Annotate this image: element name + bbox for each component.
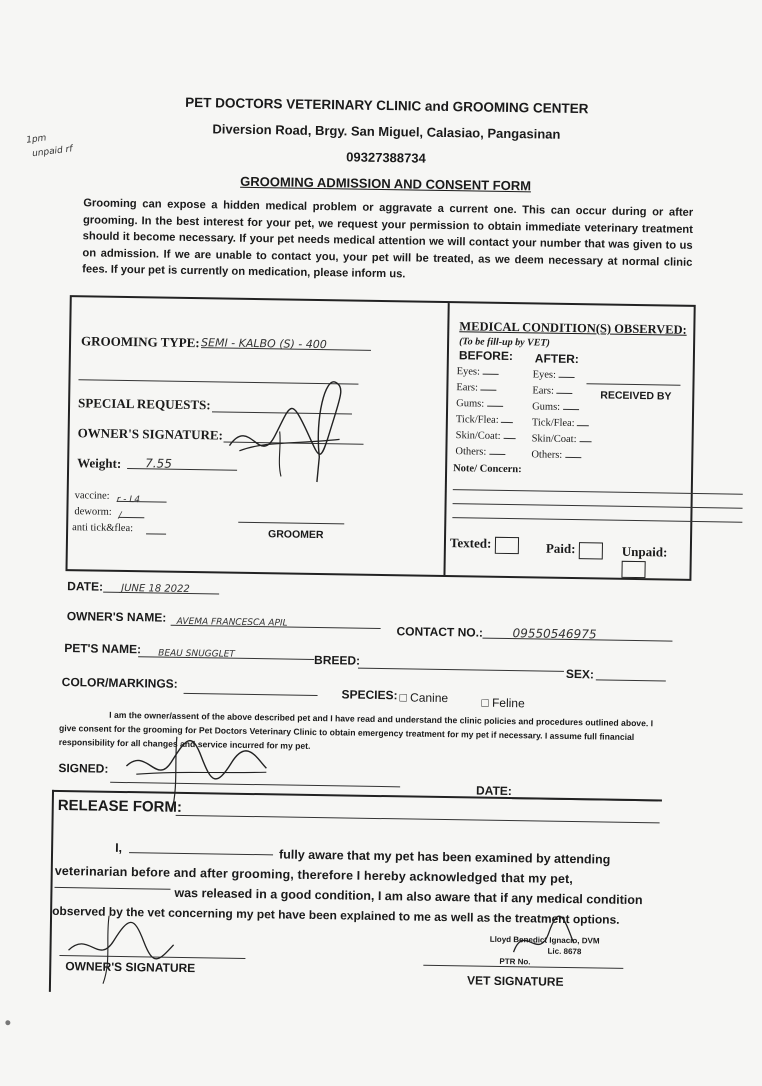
consent-paragraph: I am the owner/assent of the above described pet and I have read and understand the clinic policies and procedures outlined above. I give consent for the grooming for Pet Doctors Veterinary Clinic to obtain emergency treatment for my pet if necessary. I assume full financial responsibility for all changes and service incurred for my pet. [58, 709, 654, 751]
intro-paragraph: Grooming can expose a hidden medical problem or aggravate a current one. This can occur during or after grooming. In the best interest for your pet, we request your permission to obtain immediate veterinary treatment should it become necessary. If your pet needs medical attention we will contact your number that was given to us on admission. If we are unable to contact you, your pet will be treated, as we deem necessary at normal clinic fees. If your pet is currently on medication, please inform us. [82, 197, 694, 281]
after-item: Others: [531, 449, 611, 466]
before-item: Gums: [456, 398, 536, 415]
pet-name-field[interactable] [138, 642, 314, 660]
weight-label: Weight: [77, 455, 122, 471]
vet-sig-label: VET SIGNATURE [466, 973, 564, 989]
margin-note-2: unpaid rf [31, 144, 74, 160]
before-item: Tick/Flea: [456, 414, 536, 431]
grooming-type-label: GROOMING TYPE: [80, 333, 200, 351]
color-markings-field[interactable] [184, 679, 318, 696]
release-line-2: veterinarian before and after grooming, therefore I hereby acknowledged that my pet, [54, 863, 574, 887]
owner-name-label: OWNER'S NAME: [66, 609, 167, 625]
anti-tick-label: anti tick&flea: [72, 522, 134, 535]
signed-label: SIGNED: [58, 760, 109, 776]
release-name-field[interactable] [129, 838, 273, 855]
date2-label: DATE: [475, 783, 512, 799]
paid-checkbox[interactable] [579, 542, 603, 559]
sex-label: SEX: [565, 666, 595, 682]
release-line-1: fully aware that my pet has been examined by attending [278, 847, 611, 867]
texted-option[interactable]: Texted: [450, 535, 519, 554]
vaccine-value: r - L4 [116, 494, 141, 506]
after-label: AFTER: [534, 351, 579, 367]
vaccine-field[interactable] [116, 489, 167, 506]
groomer-label: GROOMER [267, 528, 324, 542]
release-title: RELEASE FORM: [57, 796, 183, 816]
after-item: Gums: [532, 401, 612, 418]
vaccine-label: vaccine: [74, 490, 110, 502]
unpaid-option[interactable]: Unpaid: [621, 544, 690, 579]
admission-box [65, 295, 695, 581]
after-item: Skin/Coat: [531, 433, 611, 450]
date-label: DATE: [67, 579, 104, 594]
release-line-4: observed by the vet concerning my pet have been explained to me as well as the treatment options. [52, 903, 620, 927]
deworm-value: / [118, 510, 122, 521]
pet-name-label: PET'S NAME: [64, 641, 142, 657]
medical-subtitle: (To be fill-up by VET) [459, 336, 550, 349]
owner-signature-label: OWNER'S SIGNATURE: [77, 425, 224, 443]
date-field[interactable] [103, 578, 219, 595]
after-item: Tick/Flea: [532, 417, 612, 434]
owner-name-field[interactable] [171, 611, 381, 629]
clinic-address: Diversion Road, Brgy. San Miguel, Calasiao, Pangasinan [212, 121, 561, 142]
release-line-3: was released in a good condition, I am also aware that if any medical condition [174, 885, 643, 908]
stamp-name: Lloyd Benedict Ignacio, DVM [489, 934, 600, 946]
deworm-label: deworm: [74, 506, 112, 518]
feline-option[interactable]: □ Feline [481, 695, 525, 711]
form-title: GROOMING ADMISSION AND CONSENT FORM [240, 173, 532, 194]
contact-label: CONTACT NO.: [396, 624, 484, 640]
note-line-1[interactable] [453, 489, 743, 495]
paid-option[interactable]: Paid: [546, 541, 603, 559]
after-item: Ears: [532, 385, 612, 402]
species-label: SPECIES: [341, 687, 398, 703]
sex-field[interactable] [596, 665, 666, 681]
date-value: JUNE 18 2022 [121, 582, 190, 596]
before-item: Eyes: [456, 366, 536, 383]
anti-tick-field[interactable] [146, 521, 166, 534]
note-line-2[interactable] [453, 503, 743, 509]
unpaid-checkbox[interactable] [621, 560, 645, 577]
owner-name-value: AVEMA FRANCESCA APIL [176, 616, 288, 629]
deworm-field[interactable] [118, 505, 144, 521]
breed-field[interactable] [358, 654, 564, 672]
pet-name-value: BEAU SNUGGLET [158, 648, 235, 660]
weight-value: 7.55 [145, 456, 173, 471]
note-line-3[interactable] [452, 517, 742, 523]
before-item: Others: [455, 446, 535, 463]
grooming-type-value: SEMI - KALBO (S) - 400 [200, 336, 327, 352]
box-divider [443, 303, 449, 575]
special-requests-label: SPECIAL REQUESTS: [78, 395, 211, 413]
release-pet-field[interactable] [54, 873, 170, 890]
grooming-type-field[interactable] [201, 333, 371, 351]
color-markings-label: COLOR/MARKINGS: [61, 675, 178, 691]
margin-note-1: 1pm [25, 133, 48, 146]
note-label: Note/ Concern: [453, 463, 522, 476]
clinic-name: PET DOCTORS VETERINARY CLINIC and GROOMING CENTER [185, 94, 589, 117]
owner-signature-scribble [219, 375, 361, 487]
contact-field[interactable] [482, 624, 672, 642]
clinic-phone: 09327388734 [346, 149, 426, 166]
release-owner-signature-scribble [63, 905, 184, 987]
scan-dot [5, 1020, 10, 1025]
before-item: Skin/Coat: [455, 430, 535, 447]
before-label: BEFORE: [458, 348, 514, 364]
medical-title: MEDICAL CONDITION(S) OBSERVED: [459, 319, 687, 337]
contact-value: 09550546975 [512, 626, 597, 642]
before-item: Ears: [456, 382, 536, 399]
after-item: Eyes: [532, 369, 612, 386]
before-items [455, 366, 536, 463]
stamp-lic: Lic. 8678 [547, 946, 582, 957]
vet-signature-scribble [503, 912, 584, 973]
owner-sig-label: OWNER'S SIGNATURE [65, 959, 196, 976]
stamp-ptr: PTR No. [499, 956, 531, 967]
release-i: I, [115, 840, 123, 855]
breed-label: BREED: [313, 652, 361, 668]
groomer-line [238, 522, 344, 525]
texted-checkbox[interactable] [494, 536, 518, 553]
received-by-label: RECEIVED BY [600, 389, 672, 403]
canine-option[interactable]: □ Canine [399, 690, 449, 706]
